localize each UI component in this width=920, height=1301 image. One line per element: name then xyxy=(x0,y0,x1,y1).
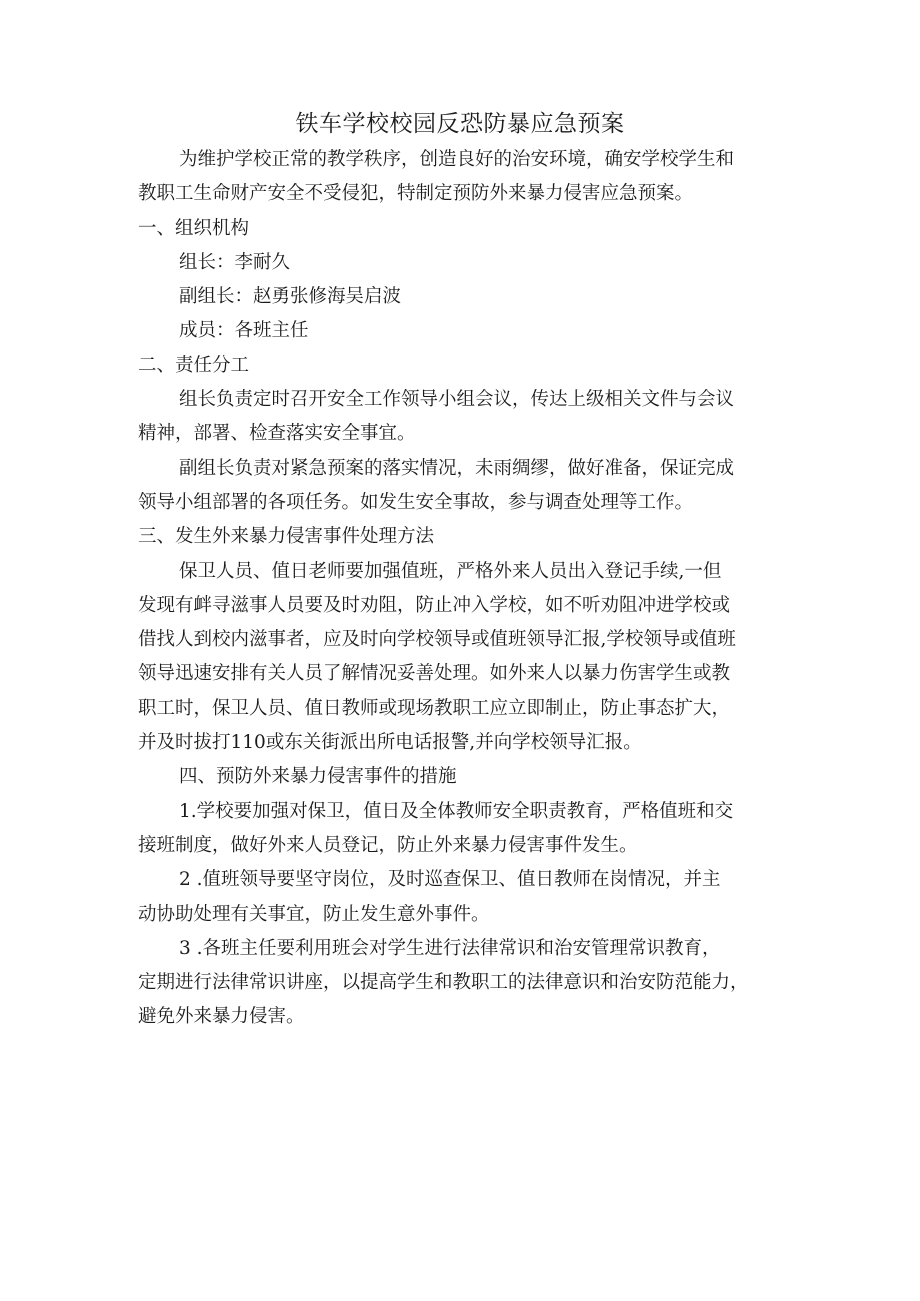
handling-line: 保卫人员、值日老师要加强值班，严格外来人员出入登记手续,一但 xyxy=(179,560,722,582)
document-body xyxy=(138,143,792,1035)
intro-line: 教职工生命财产安全不受侵犯，特制定预防外来暴力侵害应急预案。 xyxy=(138,183,694,205)
section-heading-prevention: 四、预防外来暴力侵害事件的措施 xyxy=(179,766,457,788)
prevention-item-line: 避免外来暴力侵害。 xyxy=(138,1006,305,1028)
prevention-item-line: 接班制度，做好外来人员登记，防止外来暴力侵害事件发生。 xyxy=(138,834,638,856)
section-heading-organization: 一、组织机构 xyxy=(138,217,250,239)
org-members: 成员：各班主任 xyxy=(179,320,309,342)
handling-line: 职工时，保卫人员、值日教师或现场教职工应立即制止，防止事态扩大， xyxy=(138,697,731,719)
prevention-item-line: 3 .各班主任要利用班会对学生进行法律常识和治安管理常识教育， xyxy=(179,937,721,959)
prevention-item-line: 动协助处理有关事宜，防止发生意外事件。 xyxy=(138,903,490,925)
org-leader: 组长：李耐久 xyxy=(179,251,291,273)
document-title: 铁车学校校园反恐防暴应急预案 xyxy=(295,111,625,137)
responsibility-line: 副组长负责对紧急预案的落实情况，未雨绸缪，做好准备，保证完成 xyxy=(179,457,735,479)
responsibility-line: 精神，部署、检查落实安全事宜。 xyxy=(138,423,416,445)
handling-line: 发现有衅寻滋事人员要及时劝阻，防止冲入学校，如不听劝阻冲进学校或 xyxy=(138,594,731,616)
org-deputy: 副组长：赵勇张修海吴启波 xyxy=(179,286,402,308)
handling-line: 领导迅速安排有关人员了解情况妥善处理。如外来人以暴力伤害学生或教 xyxy=(138,663,731,685)
section-heading-handling: 三、发生外来暴力侵害事件处理方法 xyxy=(138,526,435,548)
responsibility-line: 领导小组部署的各项任务。如发生安全事故，参与调查处理等工作。 xyxy=(138,491,694,513)
handling-line: 借找人到校内滋事者，应及时向学校领导或值班领导汇报,学校领导或值班 xyxy=(138,629,736,651)
intro-line: 为维护学校正常的教学秩序，创造良好的治安环境，确安学校学生和 xyxy=(179,149,735,170)
prevention-item-line: 1.学校要加强对保卫，值日及全体教师安全职责教育，严格值班和交 xyxy=(179,800,734,822)
prevention-item-line: 定期进行法律常识讲座，以提高学生和教职工的法律意识和治安防范能力， xyxy=(138,972,749,994)
handling-line: 并及时拔打110或东关街派出所电话报警,并向学校领导汇报。 xyxy=(138,732,642,754)
responsibility-line: 组长负责定时召开安全工作领导小组会议，传达上级相关文件与会议 xyxy=(179,389,735,411)
prevention-item-line: 2 .值班领导要坚守岗位，及时巡查保卫、值日教师在岗情况，并主 xyxy=(179,869,721,891)
section-heading-responsibilities: 二、责任分工 xyxy=(138,354,250,376)
